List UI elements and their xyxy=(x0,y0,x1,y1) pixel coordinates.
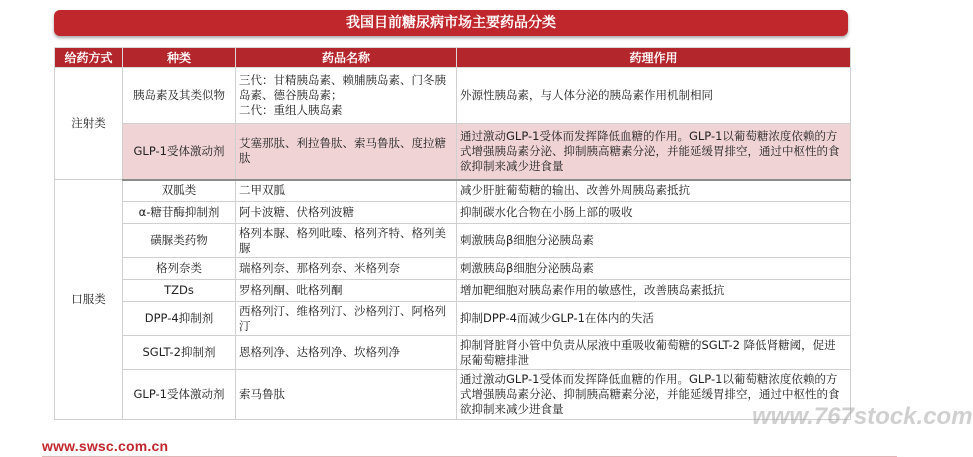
mechanism-cell: 刺激胰岛β细胞分泌胰岛素 xyxy=(457,224,851,258)
table-row xyxy=(55,180,851,202)
drugs-cell: 艾塞那肽、利拉鲁肽、索马鲁肽、度拉糖肽 xyxy=(236,124,457,180)
category-cell: 双胍类 xyxy=(123,180,236,202)
mechanism-cell: 增加靶细胞对胰岛素作用的敏感性，改善胰岛素抵抗 xyxy=(457,280,851,302)
mechanism-cell: 抑制碳水化合物在小肠上部的吸收 xyxy=(457,202,851,224)
category-cell: 磺脲类药物 xyxy=(123,224,236,258)
category-cell: SGLT-2抑制剂 xyxy=(123,336,236,370)
table-row xyxy=(55,302,851,336)
mode-injection: 注射类 xyxy=(55,68,123,180)
header-drugs: 药品名称 xyxy=(236,48,457,68)
header-mode: 给药方式 xyxy=(55,48,123,68)
category-cell: α-糖苷酶抑制剂 xyxy=(123,202,236,224)
table-row xyxy=(55,258,851,280)
footer-url: www.swsc.com.cn xyxy=(42,438,169,454)
table-row xyxy=(55,202,851,224)
drugs-cell: 阿卡波糖、伏格列波糖 xyxy=(236,202,457,224)
mechanism-cell: 抑制肾脏肾小管中负责从尿液中重吸收葡萄糖的SGLT-2 降低肾糖阈，促进尿葡萄糖排泄 xyxy=(457,336,851,370)
category-cell: 格列奈类 xyxy=(123,258,236,280)
mode-oral: 口服类 xyxy=(55,180,123,420)
table-row xyxy=(55,124,851,180)
drugs-cell: 恩格列净、达格列净、坎格列净 xyxy=(236,336,457,370)
table-row xyxy=(55,336,851,370)
table-title: 我国目前糖尿病市场主要药品分类 xyxy=(54,10,848,36)
table-row xyxy=(55,280,851,302)
mechanism-cell: 通过激动GLP-1受体而发挥降低血糖的作用。GLP-1以葡萄糖浓度依赖的方式增强胰岛素分泌、抑制胰高糖素分泌，并能延缓胃排空，通过中枢性的食欲抑制来减少进食量 xyxy=(457,370,851,420)
drug-classification-table xyxy=(54,47,851,420)
mechanism-cell: 抑制DPP-4而减少GLP-1在体内的失活 xyxy=(457,302,851,336)
drugs-cell: 格列本脲、格列吡嗪、格列齐特、格列美脲 xyxy=(236,224,457,258)
drugs-cell: 罗格列酮、吡格列酮 xyxy=(236,280,457,302)
header-row xyxy=(55,48,851,68)
drugs-cell: 三代：甘精胰岛素、赖脯胰岛素、门冬胰岛素、德谷胰岛素； 二代：重组人胰岛素 xyxy=(236,68,457,124)
watermark: www.767stock.com xyxy=(752,403,973,430)
category-cell: 胰岛素及其类似物 xyxy=(123,68,236,124)
drugs-cell: 二甲双胍 xyxy=(236,180,457,202)
mechanism-cell: 通过激动GLP-1受体而发挥降低血糖的作用。GLP-1以葡萄糖浓度依赖的方式增强胰岛素分泌、抑制胰高糖素分泌，并能延缓胃排空，通过中枢性的食欲抑制来减少进食量 xyxy=(457,124,851,180)
category-cell: GLP-1受体激动剂 xyxy=(123,124,236,180)
drugs-cell: 瑞格列奈、那格列奈、米格列奈 xyxy=(236,258,457,280)
mechanism-cell: 外源性胰岛素，与人体分泌的胰岛素作用机制相同 xyxy=(457,68,851,124)
mechanism-cell: 刺激胰岛β细胞分泌胰岛素 xyxy=(457,258,851,280)
table-row xyxy=(55,68,851,124)
category-cell: DPP-4抑制剂 xyxy=(123,302,236,336)
table-row xyxy=(55,224,851,258)
table-row xyxy=(55,370,851,420)
mechanism-cell: 减少肝脏葡萄糖的输出、改善外周胰岛素抵抗 xyxy=(457,180,851,202)
drugs-cell: 索马鲁肽 xyxy=(236,370,457,420)
drugs-cell: 西格列汀、维格列汀、沙格列汀、阿格列汀 xyxy=(236,302,457,336)
category-cell: TZDs xyxy=(123,280,236,302)
header-mechanism: 药理作用 xyxy=(457,48,851,68)
header-category: 种类 xyxy=(123,48,236,68)
category-cell: GLP-1受体激动剂 xyxy=(123,370,236,420)
